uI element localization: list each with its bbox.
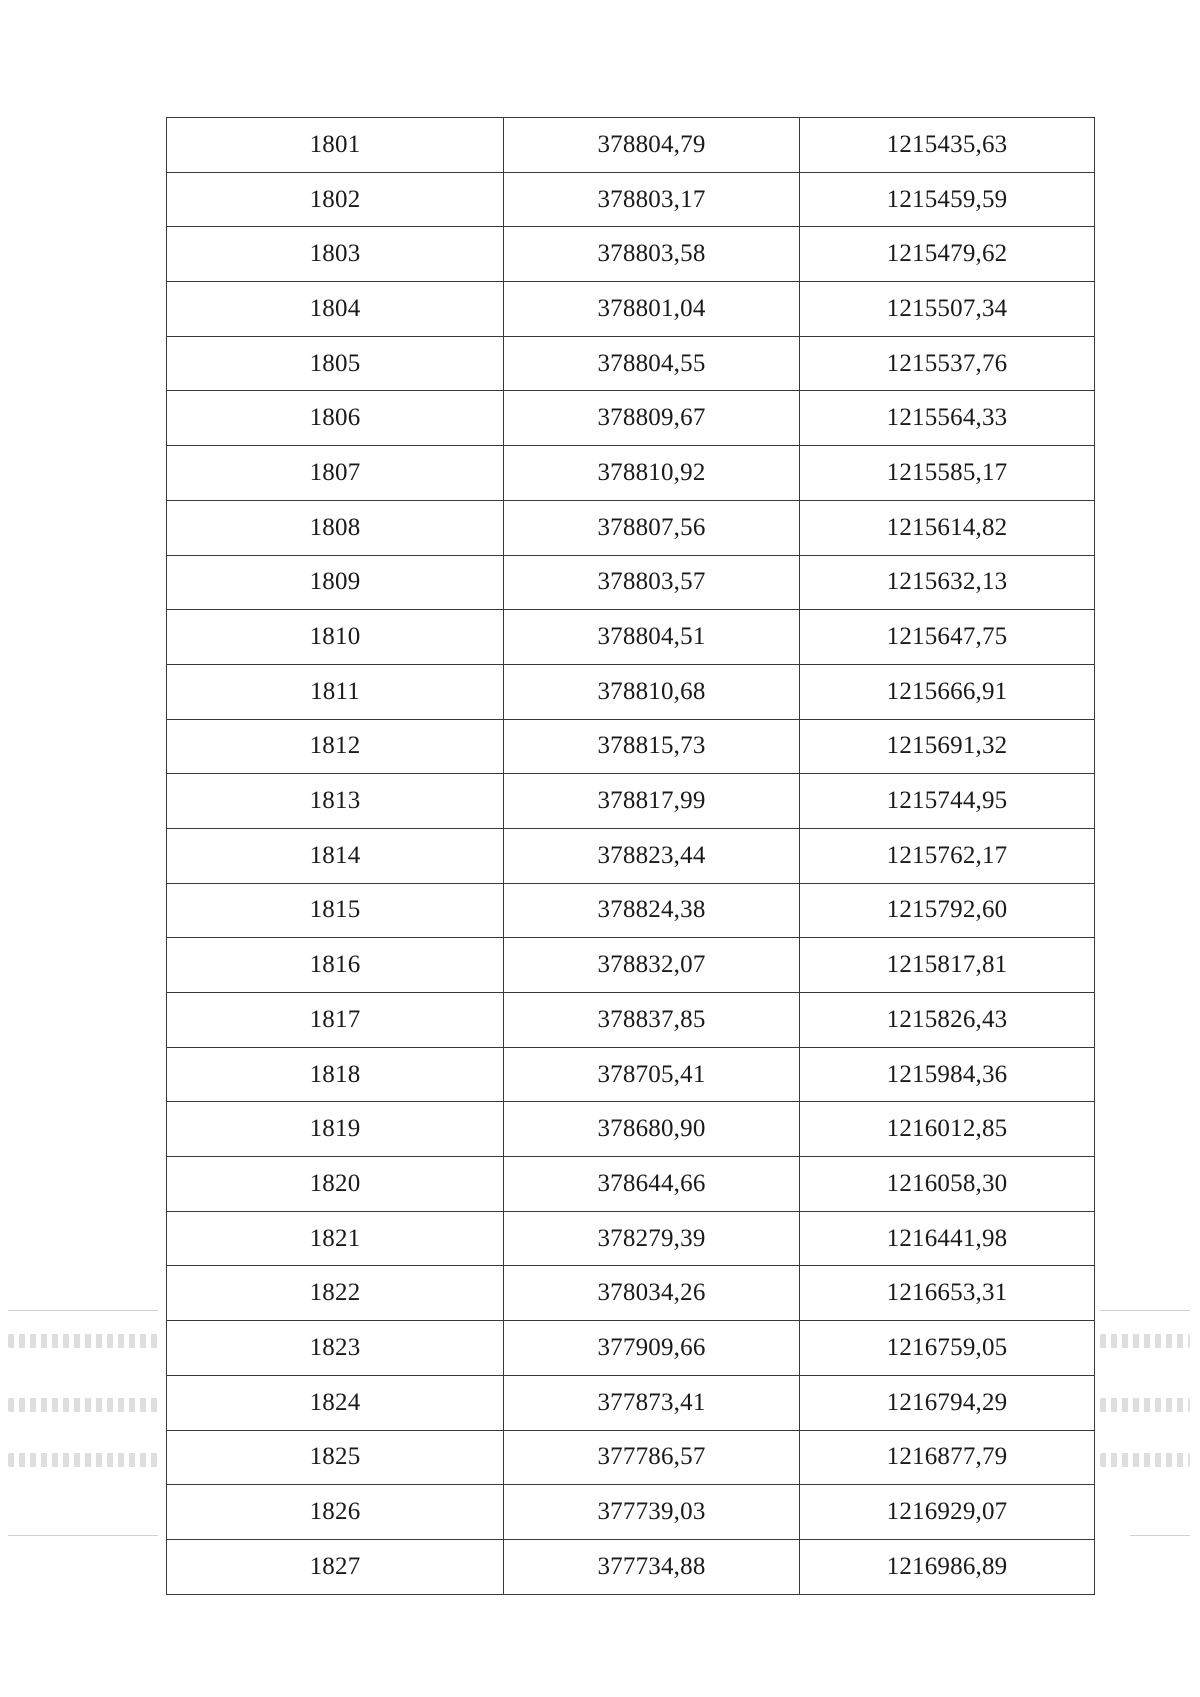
point-number-cell: 1806 [167,391,504,446]
point-number-cell: 1817 [167,993,504,1048]
table-row [167,446,1095,501]
point-number-cell: 1825 [167,1430,504,1485]
point-number-cell: 1819 [167,1102,504,1157]
table-row [167,993,1095,1048]
table-row [167,883,1095,938]
table-row [167,1157,1095,1212]
y-coordinate-cell: 1216058,30 [800,1157,1095,1212]
table-row [167,664,1095,719]
x-coordinate-cell: 378644,66 [504,1157,800,1212]
x-coordinate-cell: 378817,99 [504,774,800,829]
point-number-cell: 1809 [167,555,504,610]
table-row [167,1321,1095,1376]
y-coordinate-cell: 1216012,85 [800,1102,1095,1157]
x-coordinate-cell: 378815,73 [504,719,800,774]
x-coordinate-cell: 378804,79 [504,118,800,173]
table-row [167,1375,1095,1430]
point-number-cell: 1803 [167,227,504,282]
table-row [167,774,1095,829]
point-number-cell: 1802 [167,172,504,227]
coordinates-table-body [167,118,1095,1595]
table-row [167,1047,1095,1102]
x-coordinate-cell: 378680,90 [504,1102,800,1157]
point-number-cell: 1808 [167,500,504,555]
table-row [167,1211,1095,1266]
table-row [167,719,1095,774]
bleed-through-line [8,1310,158,1311]
x-coordinate-cell: 378832,07 [504,938,800,993]
x-coordinate-cell: 378809,67 [504,391,800,446]
point-number-cell: 1821 [167,1211,504,1266]
table-row [167,227,1095,282]
table-row [167,391,1095,446]
y-coordinate-cell: 1216794,29 [800,1375,1095,1430]
point-number-cell: 1811 [167,664,504,719]
point-number-cell: 1815 [167,883,504,938]
x-coordinate-cell: 378803,57 [504,555,800,610]
x-coordinate-cell: 378801,04 [504,282,800,337]
y-coordinate-cell: 1215459,59 [800,172,1095,227]
table-row [167,938,1095,993]
table-row [167,282,1095,337]
y-coordinate-cell: 1215666,91 [800,664,1095,719]
point-number-cell: 1807 [167,446,504,501]
point-number-cell: 1813 [167,774,504,829]
y-coordinate-cell: 1215762,17 [800,828,1095,883]
x-coordinate-cell: 378804,51 [504,610,800,665]
y-coordinate-cell: 1216877,79 [800,1430,1095,1485]
y-coordinate-cell: 1215614,82 [800,500,1095,555]
table-row [167,1266,1095,1321]
point-number-cell: 1814 [167,828,504,883]
bleed-through-line [1100,1310,1190,1311]
point-number-cell: 1810 [167,610,504,665]
table-row [167,828,1095,883]
y-coordinate-cell: 1216986,89 [800,1539,1095,1594]
x-coordinate-cell: 378705,41 [504,1047,800,1102]
x-coordinate-cell: 378810,92 [504,446,800,501]
point-number-cell: 1826 [167,1485,504,1540]
table-row [167,118,1095,173]
bleed-through-text [8,1398,158,1412]
table-row [167,1430,1095,1485]
x-coordinate-cell: 377786,57 [504,1430,800,1485]
x-coordinate-cell: 378807,56 [504,500,800,555]
y-coordinate-cell: 1215647,75 [800,610,1095,665]
y-coordinate-cell: 1215479,62 [800,227,1095,282]
point-number-cell: 1827 [167,1539,504,1594]
y-coordinate-cell: 1215984,36 [800,1047,1095,1102]
y-coordinate-cell: 1216653,31 [800,1266,1095,1321]
x-coordinate-cell: 377909,66 [504,1321,800,1376]
y-coordinate-cell: 1216441,98 [800,1211,1095,1266]
x-coordinate-cell: 377873,41 [504,1375,800,1430]
point-number-cell: 1823 [167,1321,504,1376]
point-number-cell: 1801 [167,118,504,173]
bleed-through-text [8,1334,158,1348]
x-coordinate-cell: 378824,38 [504,883,800,938]
y-coordinate-cell: 1215537,76 [800,336,1095,391]
point-number-cell: 1824 [167,1375,504,1430]
y-coordinate-cell: 1215585,17 [800,446,1095,501]
y-coordinate-cell: 1216929,07 [800,1485,1095,1540]
table-row [167,1102,1095,1157]
bleed-through-text [1100,1398,1190,1412]
point-number-cell: 1805 [167,336,504,391]
table-row [167,1539,1095,1594]
point-number-cell: 1804 [167,282,504,337]
x-coordinate-cell: 378837,85 [504,993,800,1048]
bleed-through-text [1100,1334,1190,1348]
y-coordinate-cell: 1215817,81 [800,938,1095,993]
table-row [167,610,1095,665]
table-row [167,1485,1095,1540]
coordinates-table [166,117,1095,1595]
table-row [167,555,1095,610]
point-number-cell: 1820 [167,1157,504,1212]
bleed-through-line [1130,1535,1190,1536]
y-coordinate-cell: 1215792,60 [800,883,1095,938]
y-coordinate-cell: 1215744,95 [800,774,1095,829]
y-coordinate-cell: 1215507,34 [800,282,1095,337]
point-number-cell: 1818 [167,1047,504,1102]
x-coordinate-cell: 378810,68 [504,664,800,719]
table-row [167,336,1095,391]
x-coordinate-cell: 377739,03 [504,1485,800,1540]
x-coordinate-cell: 378823,44 [504,828,800,883]
y-coordinate-cell: 1215435,63 [800,118,1095,173]
bleed-through-text [8,1453,158,1467]
x-coordinate-cell: 378034,26 [504,1266,800,1321]
x-coordinate-cell: 378279,39 [504,1211,800,1266]
table-row [167,500,1095,555]
point-number-cell: 1812 [167,719,504,774]
x-coordinate-cell: 378803,58 [504,227,800,282]
point-number-cell: 1822 [167,1266,504,1321]
y-coordinate-cell: 1215826,43 [800,993,1095,1048]
y-coordinate-cell: 1215564,33 [800,391,1095,446]
point-number-cell: 1816 [167,938,504,993]
bleed-through-line [8,1535,158,1536]
bleed-through-text [1100,1453,1190,1467]
x-coordinate-cell: 377734,88 [504,1539,800,1594]
x-coordinate-cell: 378803,17 [504,172,800,227]
y-coordinate-cell: 1215632,13 [800,555,1095,610]
y-coordinate-cell: 1215691,32 [800,719,1095,774]
table-row [167,172,1095,227]
x-coordinate-cell: 378804,55 [504,336,800,391]
y-coordinate-cell: 1216759,05 [800,1321,1095,1376]
